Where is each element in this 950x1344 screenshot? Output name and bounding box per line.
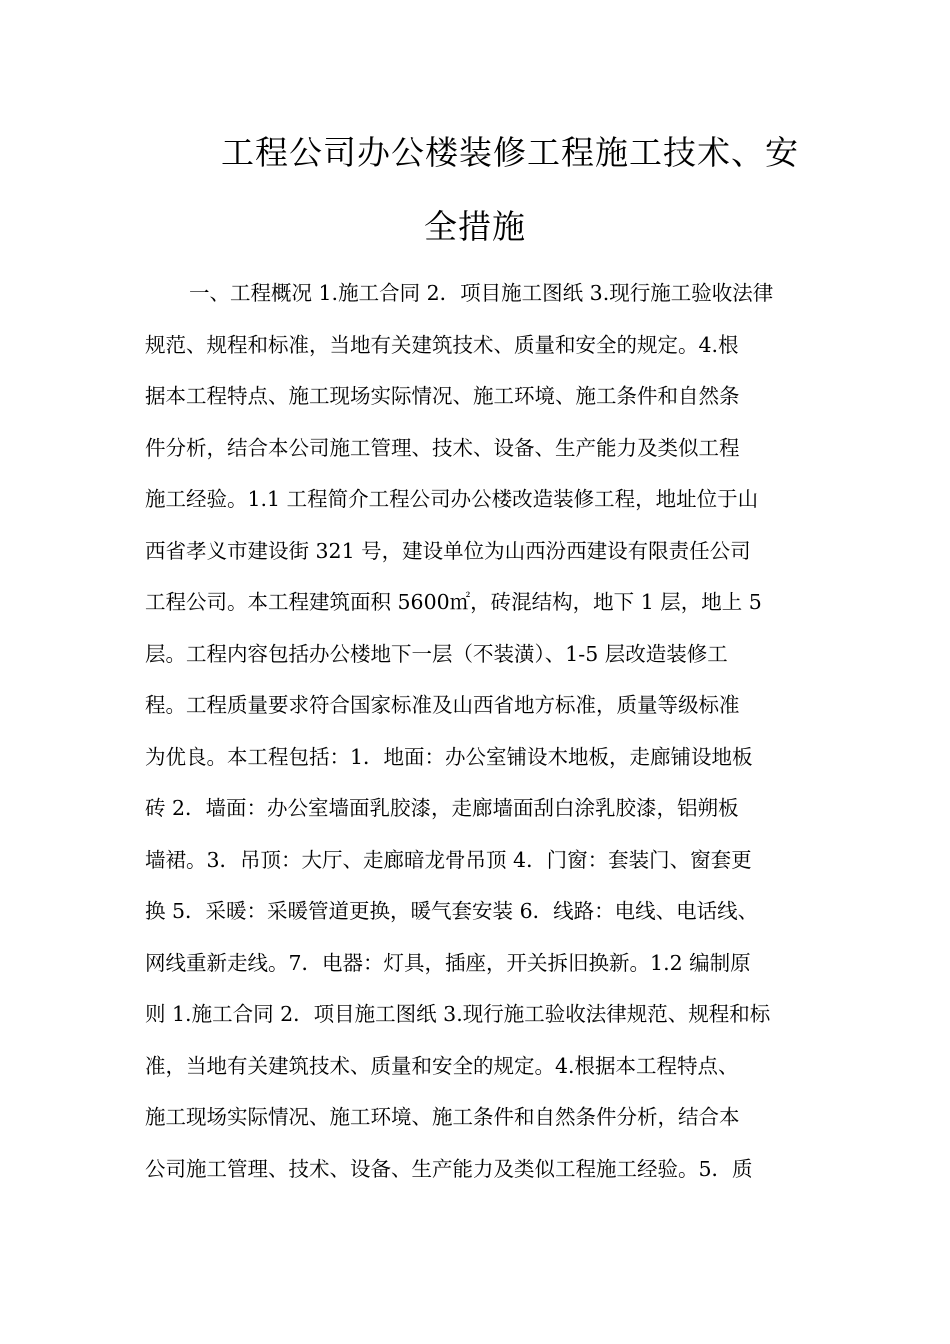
text-line: 西省孝义市建设街 321 号，建设单位为山西汾西建设有限责任公司 (145, 538, 751, 563)
text-line: 砖 2．墙面：办公室墙面乳胶漆，走廊墙面刮白涂乳胶漆，铝朔板 (145, 796, 739, 820)
title-line-1: 工程公司办公楼装修工程施工技术、安 (221, 133, 799, 172)
text-line: 层。工程内容包括办公楼地下一层（不装潢）、1-5 层改造装修工 (145, 641, 728, 666)
text-line: 据本工程特点、施工现场实际情况、施工环境、施工条件和自然条 (145, 384, 740, 408)
title-line-2: 全措施 (424, 207, 526, 246)
body-paragraph (145, 268, 805, 1195)
text-line: 换 5．采暖：采暖管道更换，暖气套安装 6．线路：电线、电话线、 (145, 899, 759, 923)
text-line: 公司施工管理、技术、设备、生产能力及类似工程施工经验。5．质 (145, 1156, 753, 1181)
text-line: 施工经验。1.1 工程简介工程公司办公楼改造装修工程，地址位于山 (145, 487, 759, 511)
text-line: 工程公司。本工程建筑面积 5600㎡，砖混结构，地下 1 层，地上 5 (145, 590, 762, 614)
text-line: 件分析，结合本公司施工管理、技术、设备、生产能力及类似工程 (145, 435, 740, 460)
text-line: 墙裙。3．吊顶：大厅、走廊暗龙骨吊顶 4．门窗：套装门、窗套更 (145, 847, 752, 872)
text-line: 则 1.施工合同 2．项目施工图纸 3.现行施工验收法律规范、规程和标 (145, 1002, 771, 1026)
text-line: 一、工程概况 1.施工合同 2．项目施工图纸 3.现行施工验收法律 (189, 281, 774, 305)
text-line: 准，当地有关建筑技术、质量和安全的规定。4.根据本工程特点、 (145, 1053, 739, 1078)
text-line: 为优良。本工程包括：1．地面：办公室铺设木地板，走廊铺设地板 (145, 744, 753, 769)
text-line: 规范、规程和标准，当地有关建筑技术、质量和安全的规定。4.根 (145, 332, 739, 357)
text-line: 施工现场实际情况、施工环境、施工条件和自然条件分析，结合本 (145, 1105, 740, 1129)
document-title (145, 116, 805, 264)
text-line: 网线重新走线。7．电器：灯具，插座，开关拆旧换新。1.2 编制原 (145, 950, 751, 975)
text-line: 程。工程质量要求符合国家标准及山西省地方标准，质量等级标准 (145, 693, 740, 717)
